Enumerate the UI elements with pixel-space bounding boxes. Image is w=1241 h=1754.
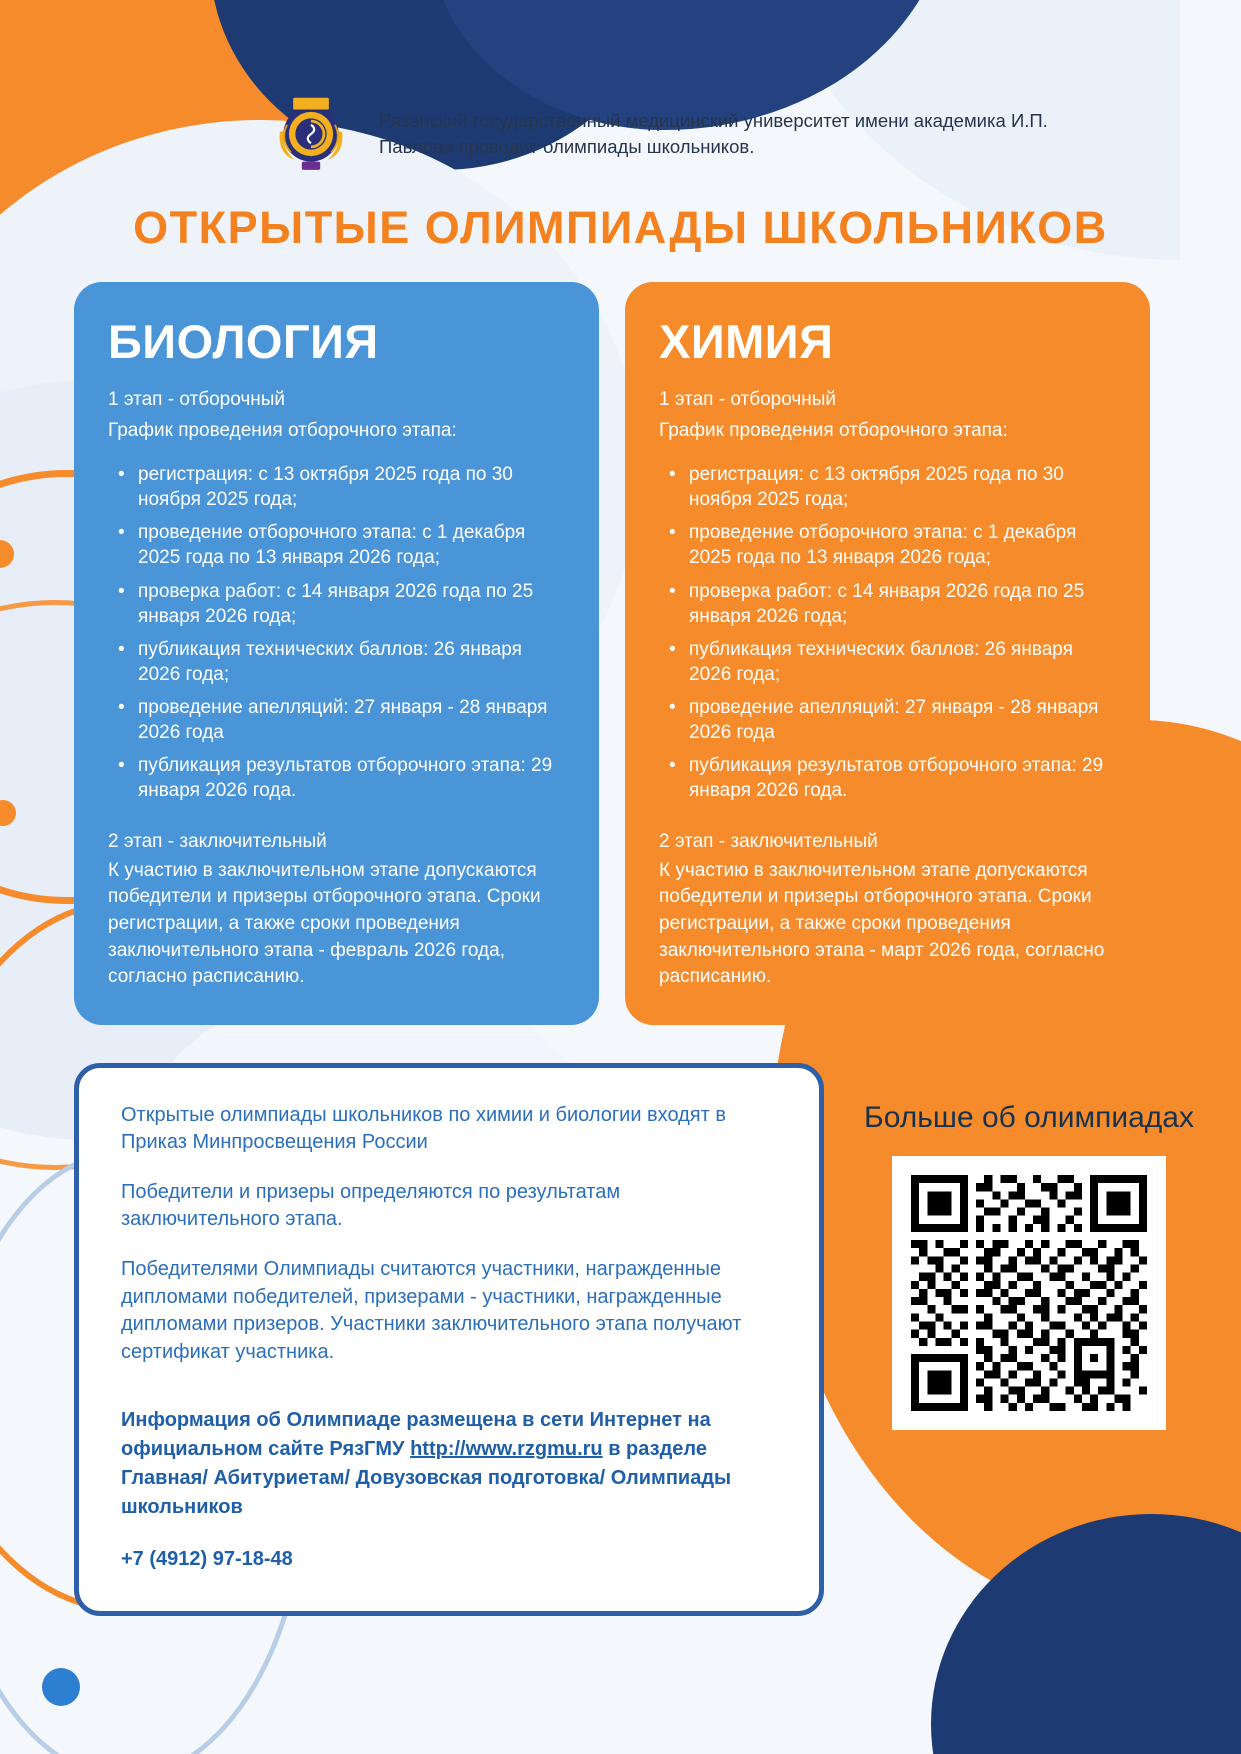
info-paragraph-2: Победители и призеры определяются по результатам заключительного этапа. (121, 1180, 621, 1231)
list-item: • регистрация: с 13 октября 2025 года по 30 ноября 2025 года; (689, 462, 1116, 512)
list-item: • публикация технических баллов: 26 января 2026 года; (138, 637, 565, 687)
list-item: • публикация результатов отборочного этапа: 29 января 2026 года. (689, 753, 1116, 803)
subject-cards (0, 254, 1241, 1025)
info-box (74, 1063, 824, 1617)
card-chemistry-stage2-text: К участию в заключительном этапе допускаются победители и призеры отборочного этапа. Сроки регистрации, а также сроки проведения заключительного этапа - март 2026 года, согласно расписанию. (659, 859, 1105, 988)
website-notice-prefix: Информация об Олимпиаде размещена в сети Интернет на официальном сайте РязГМУ (121, 1409, 711, 1461)
card-chemistry (625, 282, 1150, 1025)
list-item: • проверка работ: с 14 января 2026 года по 25 января 2026 года; (689, 579, 1116, 629)
info-paragraph-3: Победителями Олимпиады считаются участники, награжденные дипломами победителей, призерами - участники, награжденные дипломами призеров. Участники заключительного этапа получают сертификат участника. (121, 1258, 742, 1363)
rzgmu-website-link[interactable]: http://www.rzgmu.ru (410, 1438, 603, 1461)
card-biology-schedule-list (108, 462, 565, 803)
poster-header (0, 0, 1241, 180)
list-item: • публикация технических баллов: 26 января 2026 года; (689, 637, 1116, 687)
qr-frame (894, 1158, 1164, 1428)
contact-phone: +7 (4912) 97-18-48 (121, 1548, 293, 1571)
card-biology-stage2-title: 2 этап - заключительный (108, 831, 327, 853)
list-item: • проведение апелляций: 27 января - 28 января 2026 года (138, 695, 565, 745)
list-item: • проведение отборочного этапа: с 1 декабря 2025 года по 13 января 2026 года; (689, 520, 1116, 570)
card-biology-stage2 (108, 829, 565, 991)
card-chemistry-schedule-list (659, 462, 1116, 803)
list-item: • проведение отборочного этапа: с 1 декабря 2025 года по 13 января 2026 года; (138, 520, 565, 570)
list-item: • регистрация: с 13 октября 2025 года по 30 ноября 2025 года; (138, 462, 565, 512)
list-item: • проведение апелляций: 27 января - 28 января 2026 года (689, 695, 1116, 745)
bottom-section (0, 1025, 1241, 1617)
info-paragraph-1: Открытые олимпиады школьников по химии и биологии входят в Приказ Минпросвещения России (121, 1103, 726, 1154)
list-item: • публикация результатов отборочного этапа: 29 января 2026 года. (138, 753, 565, 803)
card-chemistry-stage1-title: 1 этап - отборочный (659, 389, 837, 410)
card-biology-stage2-text: К участию в заключительном этапе допускаются победители и призеры отборочного этапа. Сроки регистрации, а также сроки проведения заключительного этапа - февраль 2026 года, согласно расписанию. (108, 859, 541, 988)
qr-column (864, 1063, 1194, 1429)
website-notice-suffix: в разделе Главная/ Абитуриетам/ Довузовская подготовка/ Олимпиады школьников (121, 1438, 732, 1519)
page-title: ОТКРЫТЫЕ ОЛИМПИАДЫ ШКОЛЬНИКОВ (133, 202, 1108, 253)
qr-title: Больше об олимпиадах (864, 1100, 1194, 1134)
qr-code-icon[interactable] (911, 1175, 1147, 1411)
card-biology-stage1-subtitle: График проведения отборочного этапа: (108, 419, 457, 441)
card-chemistry-stage2 (659, 829, 1116, 991)
card-chemistry-stage1-subtitle: График проведения отборочного этапа: (659, 419, 1008, 441)
card-biology-stage1-title: 1 этап - отборочный (108, 389, 286, 410)
university-description: Рязанский государственный медицинский университет имени академика И.П. Павлова проводит олимпиады школьников. (379, 109, 1048, 157)
website-notice (121, 1406, 777, 1522)
list-item: • проверка работ: с 14 января 2026 года по 25 января 2026 года; (138, 579, 565, 629)
card-chemistry-title: ХИМИЯ (659, 315, 834, 368)
card-biology (74, 282, 599, 1025)
rzgmu-emblem-icon (265, 88, 357, 180)
card-biology-title: БИОЛОГИЯ (108, 315, 379, 368)
card-chemistry-stage2-title: 2 этап - заключительный (659, 831, 878, 853)
